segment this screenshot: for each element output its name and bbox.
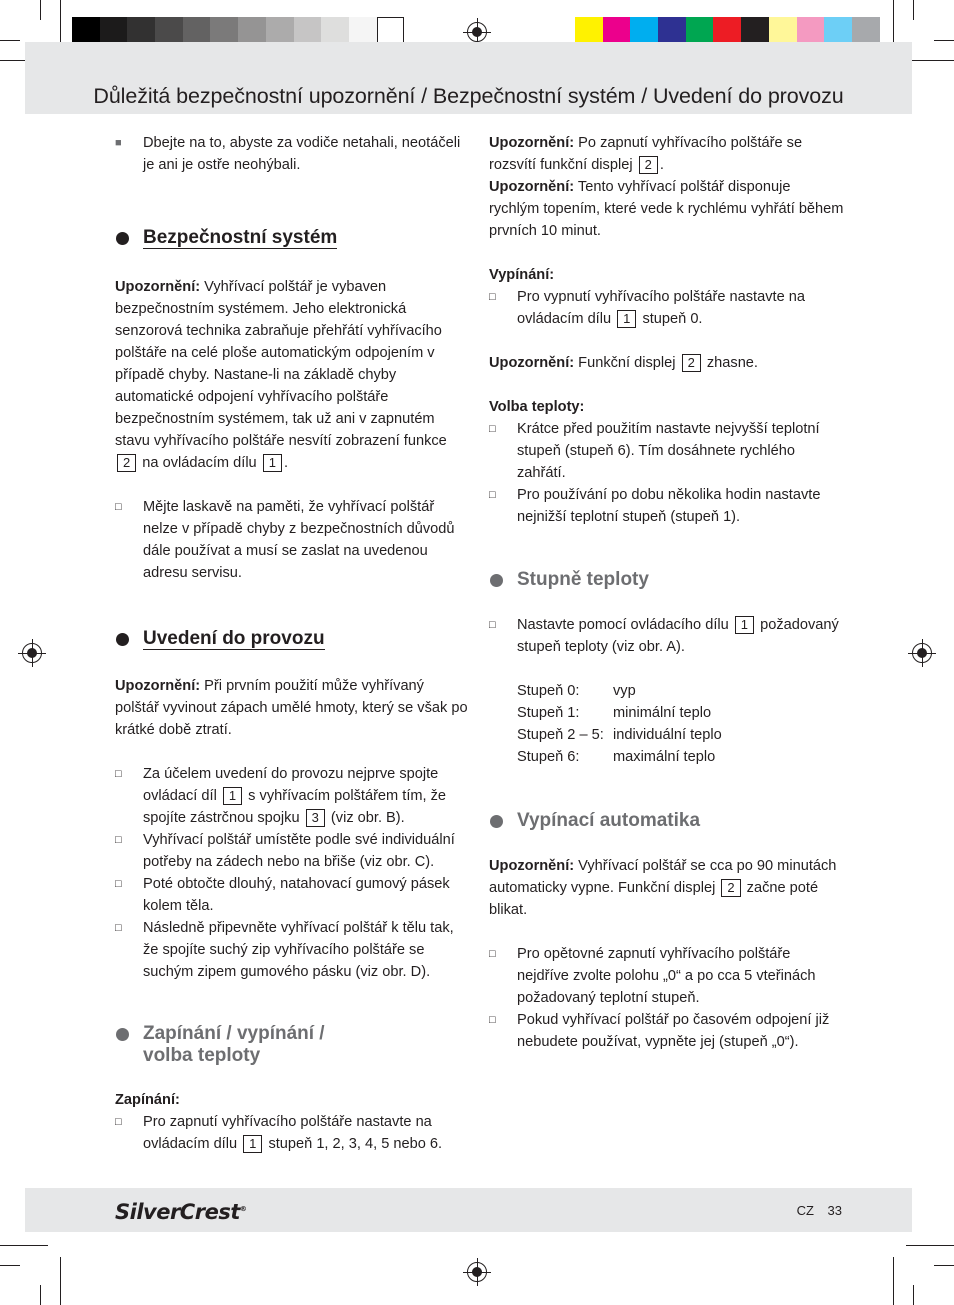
page-footer: [25, 1188, 912, 1232]
list-item: □ Mějte laskavě na paměti, že vyhřívací polštář nelze v případě chyby z bezpečnostních důvodů dále používat a musí se zaslat na uvedenou adresu servisu.: [115, 496, 470, 584]
section-heading-auto-off: Vypínací automatika: [489, 810, 844, 832]
section-heading-commissioning: Uvedení do provozu: [115, 628, 470, 650]
brand-logo: SilverCrest®: [115, 1200, 247, 1224]
list-item: □ Pro vypnutí vyhřívacího polštáře nastavte na ovládacím dílu 1 stupeň 0.: [489, 286, 844, 330]
section-heading-safety-system: Bezpečnostní systém: [115, 227, 470, 249]
note-fast-heat: Upozornění: Tento vyhřívací polštář disponuje rychlým topením, které vede k rychlému vyhřátí během prvních 10 minut.: [489, 179, 844, 239]
crop-mark: [893, 1257, 894, 1305]
crop-mark: [0, 40, 20, 41]
section-heading-on-off: Zapínání / vypínání / volba teploty: [115, 1023, 470, 1067]
subheading-switch-off: Vypínání:: [489, 267, 555, 283]
list-item: □ Pro používání po dobu několika hodin nastavte nejnižší teplotní stupeň (stupeň 1).: [489, 484, 844, 528]
crop-mark: [60, 1257, 61, 1305]
auto-off-note: Upozornění: Vyhřívací polštář se cca po 90 minutách automaticky vypne. Funkční displej 2 začne poté blikat.: [489, 858, 837, 918]
left-column: [115, 132, 470, 1155]
safety-note: Upozornění: Vyhřívací polštář je vybaven bezpečnostním systémem. Jeho elektronická senzorová technika zabraňuje přehřátí vyhřívacího polštáře na celé ploše automatickým odpojením v případě chyby. Nastane-li na základě chyby automatické odpojení vyhřívacího polštáře bezpečnostním systémem, tak už ani v zapnutém stavu vyhřívacího polštáře nesvítí zobrazení funkce 2 na ovládacím dílu 1 .: [115, 279, 447, 471]
note-display-on: Upozornění: Po zapnutí vyhřívacího polštáře se rozsvítí funkční displej 2 .: [489, 135, 803, 173]
stage-row: Stupeň 6: maximální teplo: [517, 749, 716, 765]
crop-mark: [40, 0, 41, 20]
crop-mark: [906, 1245, 954, 1246]
crop-mark: [934, 1265, 954, 1266]
subheading-temperature: Volba teploty:: [489, 399, 585, 415]
crop-mark: [40, 1285, 41, 1305]
crop-mark: [60, 0, 61, 48]
page-header: [25, 42, 912, 114]
note-display-off: Upozornění: Funkční displej 2 zhasne.: [489, 355, 758, 371]
list-item: □ Za účelem uvedení do provozu nejprve spojte ovládací díl 1 s vyhřívacím polštářem tím, že spojíte zástrčnou spojku 3 (viz obr. B).: [115, 763, 470, 829]
stage-row: Stupeň 0: vyp: [517, 683, 636, 699]
crop-mark: [0, 1245, 48, 1246]
right-column: [489, 132, 844, 1053]
list-item: □ Vyhřívací polštář umístěte podle své individuální potřeby na zádech nebo na břiše (viz obr. C).: [115, 829, 470, 873]
registration-mark-icon: [467, 1262, 487, 1282]
registration-mark-icon: [467, 22, 487, 42]
list-item: □ Následně připevněte vyhřívací polštář k tělu tak, že spojíte suchý zip vyhřívacího polštáře se suchým zipem gumového pásku (viz obr. D).: [115, 917, 470, 983]
list-item: □ Pro zapnutí vyhřívacího polštáře nastavte na ovládacím dílu 1 stupeň 1, 2, 3, 4, 5 nebo 6.: [115, 1111, 470, 1155]
list-item: □ Nastavte pomocí ovládacího dílu 1 požadovaný stupeň teploty (viz obr. A).: [489, 614, 844, 658]
crop-mark: [913, 1285, 914, 1305]
registration-mark-icon: [22, 643, 42, 663]
crop-mark: [934, 40, 954, 41]
commissioning-note: Upozornění: Při prvním použití může vyhřívaný polštář vyvinout zápach umělé hmoty, který se však po krátké době ztratí.: [115, 678, 468, 738]
crop-mark: [906, 60, 954, 61]
registration-mark-icon: [912, 643, 932, 663]
stage-row: Stupeň 1: minimální teplo: [517, 705, 712, 721]
list-item: □ Pokud vyhřívací polštář po časovém odpojení již nebudete používat, vypněte jej (stupeň „0“).: [489, 1009, 844, 1053]
list-item: □ Pro opětovné zapnutí vyhřívacího polštáře nejdříve zvolte polohu „0“ a po cca 5 vteřinách požadovaný teplotní stupeň.: [489, 943, 844, 1009]
list-item: ■ Dbejte na to, abyste za vodiče netahali, neotáčeli je ani je ostře neohýbali.: [115, 132, 470, 176]
stage-row: Stupeň 2 – 5: individuální teplo: [517, 727, 722, 743]
temperature-stage-list: [489, 680, 844, 768]
crop-mark: [0, 1265, 20, 1266]
list-item: □ Poté obtočte dlouhý, natahovací gumový pásek kolem těla.: [115, 873, 470, 917]
list-item: □ Krátce před použitím nastavte nejvyšší teplotní stupeň (stupeň 6). Tím dosáhnete rychlého zahřátí.: [489, 418, 844, 484]
subheading-switch-on: Zapínání:: [115, 1092, 180, 1108]
crop-mark: [893, 0, 894, 48]
page-title: Důležitá bezpečnostní upozornění / Bezpečnostní systém / Uvedení do provozu: [93, 84, 844, 108]
section-heading-temperature-levels: Stupně teploty: [489, 569, 844, 591]
crop-mark: [913, 0, 914, 20]
page-number: CZ 33: [796, 1203, 842, 1218]
